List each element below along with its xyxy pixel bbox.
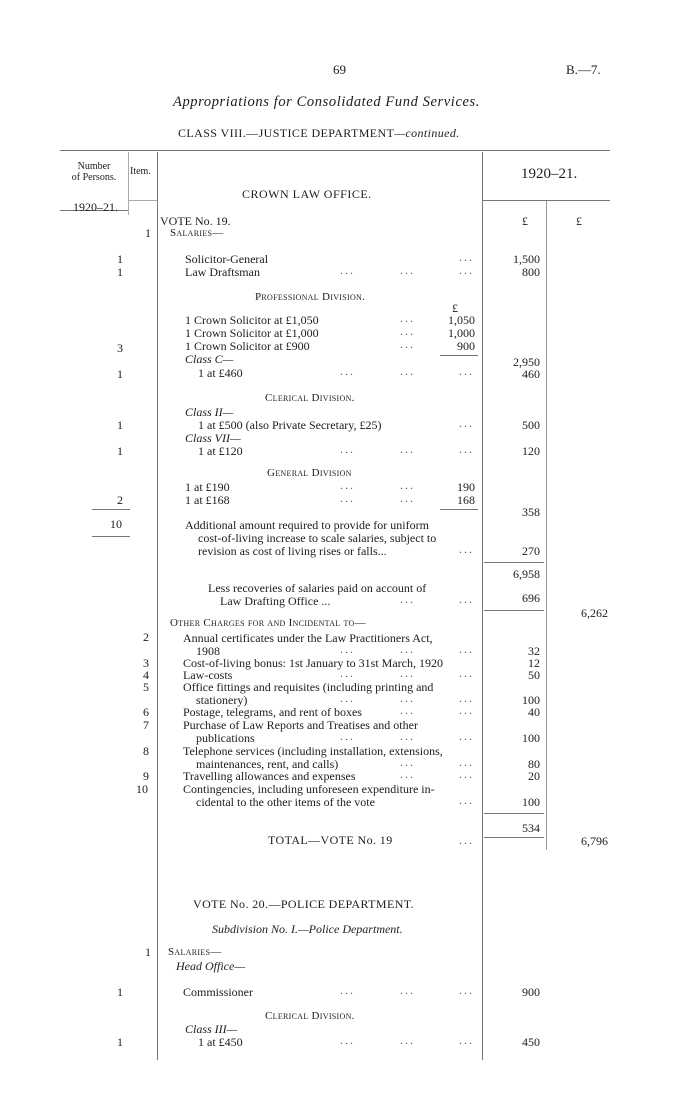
leader-dots: ... (459, 542, 474, 556)
leader-dots: ... (340, 442, 355, 456)
total-amount: 6,262 (581, 606, 608, 620)
line-label: 1 at £500 (also Private Secretary, £25) (198, 418, 382, 432)
document-reference: B.—7. (566, 62, 601, 77)
head-office-label: Head Office— (176, 959, 245, 973)
leader-dots: ... (400, 767, 415, 781)
pound-sign-1: £ (522, 214, 528, 228)
amount: 100 (522, 693, 540, 707)
leader-dots: ... (340, 691, 355, 705)
pound-sign-sub: £ (452, 301, 458, 315)
charge-label: Annual certificates under the Law Practitioners Act, (183, 631, 433, 645)
leader-dots: ... (459, 767, 474, 781)
total-vote-19-label: TOTAL—VOTE No. 19 (268, 833, 393, 847)
item-number: 2 (143, 630, 149, 644)
class-label: Class II— (185, 405, 234, 419)
persons-count: 1 (117, 1035, 123, 1049)
line-label: 1 Crown Solicitor at £900 (185, 339, 310, 353)
persons-total-rule (92, 536, 130, 537)
leader-dots: ... (459, 442, 474, 456)
leader-dots: ... (400, 491, 415, 505)
line-label: Law Draftsman (185, 265, 260, 279)
item-number: 10 (136, 782, 148, 796)
amount: 20 (528, 769, 540, 783)
other-charges-heading: Other Charges for and Incidental to— (170, 617, 366, 629)
amount: 6,958 (513, 567, 540, 581)
item-header-rule (128, 200, 157, 201)
leader-dots: ... (400, 703, 415, 717)
amount: 12 (528, 656, 540, 670)
item-number: 5 (143, 680, 149, 694)
sub-amount: 168 (457, 493, 475, 507)
additional-amount-line3: revision as cost of living rises or falls... (198, 544, 387, 558)
amount: 358 (522, 505, 540, 519)
class-heading-continued: —continued. (394, 126, 460, 140)
leader-dots: ... (340, 642, 355, 656)
leader-dots: ... (400, 263, 415, 277)
pound-sign-2: £ (576, 214, 582, 228)
recoveries-rule (484, 610, 544, 611)
line-label: 1 Crown Solicitor at £1,050 (185, 313, 319, 327)
item-number: 9 (143, 769, 149, 783)
leader-dots: ... (340, 666, 355, 680)
number-header-line1: Number (77, 161, 111, 172)
leader-dots: ... (459, 703, 474, 717)
leader-dots: ... (400, 311, 415, 325)
persons-count: 2 (117, 493, 123, 507)
leader-dots: ... (400, 691, 415, 705)
class-label: Class III— (185, 1022, 238, 1036)
leader-dots: ... (340, 364, 355, 378)
leader-dots: ... (459, 755, 474, 769)
leader-dots: ... (400, 983, 415, 997)
leader-dots: ... (400, 337, 415, 351)
persons-total: 10 (110, 517, 122, 531)
item-number: 7 (143, 718, 149, 732)
leader-dots: ... (400, 478, 415, 492)
leader-dots: ... (400, 642, 415, 656)
subdivision-heading: Subdivision No. I.—Police Department. (212, 922, 403, 936)
line-label: Commissioner (183, 985, 254, 999)
leader-dots: ... (459, 250, 474, 264)
leader-dots: ... (340, 729, 355, 743)
class-heading-main: CLASS VIII.—JUSTICE DEPARTMENT (178, 126, 395, 140)
persons-count: 1 (117, 252, 123, 266)
amount: 50 (528, 668, 540, 682)
column-rule-persons (128, 152, 129, 215)
item-number: 6 (143, 705, 149, 719)
amount: 460 (522, 367, 540, 381)
charge-label: Purchase of Law Reports and Treatises and other (183, 718, 418, 732)
general-division-heading: General Division (267, 467, 352, 479)
clerical-division-heading: Clerical Division. (265, 392, 355, 404)
charge-label: Office fittings and requisites (including printing and (183, 680, 434, 694)
leader-dots: ... (459, 729, 474, 743)
leader-dots: ... (400, 592, 415, 606)
line-label: 1 at £120 (198, 444, 243, 458)
table-top-rule (60, 150, 610, 151)
leader-dots: ... (400, 324, 415, 338)
amount: 100 (522, 731, 540, 745)
leader-dots: ... (459, 666, 474, 680)
persons-count: 3 (117, 341, 123, 355)
additional-amount-line1: Additional amount required to provide for uniform (185, 518, 429, 532)
amount: 800 (522, 265, 540, 279)
leader-dots: ... (340, 1033, 355, 1047)
line-label: 1 Crown Solicitor at £1,000 (185, 326, 319, 340)
line-label: 1 at £190 (185, 480, 230, 494)
leader-dots: ... (459, 983, 474, 997)
sub-amount: 1,050 (448, 313, 475, 327)
leader-dots: ... (459, 691, 474, 705)
charge-label-cont: cidental to the other items of the vote (196, 795, 375, 809)
charge-label: Travelling allowances and expenses (183, 769, 356, 783)
leader-dots: ... (459, 642, 474, 656)
sub-amount: 190 (457, 480, 475, 494)
salaries-label: Salaries— (168, 946, 222, 958)
amount: 120 (522, 444, 540, 458)
leader-dots: ... (400, 755, 415, 769)
persons-subtotal-rule (92, 509, 130, 510)
charge-label-cont: maintenances, rent, and calls) (196, 757, 339, 771)
additional-amount-line2: cost-of-living increase to scale salaries, subject to (198, 531, 437, 545)
amount: 696 (522, 591, 540, 605)
leader-dots: ... (459, 1033, 474, 1047)
total-amount: 6,796 (581, 834, 608, 848)
line-label: Solicitor-General (185, 252, 269, 266)
charge-label: Cost-of-living bonus: 1st January to 31st March, 1920 (183, 656, 443, 670)
persons-count: 1 (117, 265, 123, 279)
subtotal-rule (440, 509, 478, 510)
line-label: 1 at £450 (198, 1035, 243, 1049)
leader-dots: ... (340, 478, 355, 492)
amount: 534 (522, 821, 540, 835)
amount: 40 (528, 705, 540, 719)
item-number: 1 (145, 945, 151, 959)
item-number: 1 (145, 226, 151, 240)
page-title: Appropriations for Consolidated Fund Services. (173, 94, 480, 110)
leader-dots: ... (459, 364, 474, 378)
less-recoveries-line2: Law Drafting Office ... (220, 594, 331, 608)
class-label: Class VII— (185, 431, 241, 445)
amount: 900 (522, 985, 540, 999)
leader-dots: ... (459, 793, 474, 807)
professional-division-heading: Professional Division. (255, 291, 366, 303)
leader-dots: ... (400, 729, 415, 743)
amount: 32 (528, 644, 540, 658)
other-charges-rule (484, 813, 544, 814)
charge-label: Telephone services (including installation, extensions, (183, 744, 443, 758)
amount: 2,950 (513, 355, 540, 369)
leader-dots: ... (459, 592, 474, 606)
less-recoveries-line1: Less recoveries of salaries paid on account of (208, 581, 427, 595)
number-header-line2: of Persons. (71, 172, 117, 183)
leader-dots: ... (340, 983, 355, 997)
charge-label-cont: 1908 (196, 644, 220, 658)
column-rule-item (157, 152, 158, 1060)
salaries-label: Salaries— (170, 227, 224, 239)
line-label: 1 at £460 (198, 366, 243, 380)
line-label: 1 at £168 (185, 493, 230, 507)
amount: 450 (522, 1035, 540, 1049)
leader-dots: ... (459, 263, 474, 277)
vote-20-heading: VOTE No. 20.—POLICE DEPARTMENT. (193, 897, 415, 911)
total-rule (484, 837, 544, 838)
leader-dots: ... (340, 263, 355, 277)
amount: 100 (522, 795, 540, 809)
charge-label-cont: stationery) (196, 693, 248, 707)
amount: 270 (522, 544, 540, 558)
item-number: 8 (143, 744, 149, 758)
crown-law-office-heading: CROWN LAW OFFICE. (242, 187, 372, 201)
persons-count: 1 (117, 418, 123, 432)
persons-count: 1 (117, 985, 123, 999)
clerical-division-heading: Clerical Division. (265, 1010, 355, 1022)
charge-label: Postage, telegrams, and rent of boxes (183, 705, 362, 719)
amount: 80 (528, 757, 540, 771)
sub-amount: 1,000 (448, 326, 475, 340)
class-heading (178, 127, 460, 139)
year-left-header: 1920–21. (73, 200, 118, 214)
leader-dots: ... (459, 416, 474, 430)
persons-count: 1 (117, 367, 123, 381)
charge-label-cont: publications (196, 731, 255, 745)
item-number: 4 (143, 668, 149, 682)
leader-dots: ... (400, 666, 415, 680)
class-label: Class C— (185, 352, 234, 366)
leader-dots: ... (400, 1033, 415, 1047)
column-rule-amount (482, 152, 483, 1060)
amount: 1,500 (513, 252, 540, 266)
year-header-rule (482, 200, 610, 201)
charge-label: Law-costs (183, 668, 233, 682)
leader-dots: ... (400, 364, 415, 378)
page-number: 69 (333, 62, 346, 77)
amount: 500 (522, 418, 540, 432)
year-header: 1920–21. (521, 166, 578, 182)
subtotal-rule (440, 355, 478, 356)
charge-label: Contingencies, including unforeseen expenditure in- (183, 782, 435, 796)
vote-19-heading: VOTE No. 19. (160, 214, 231, 228)
sub-amount: 900 (457, 339, 475, 353)
item-header: Item. (130, 166, 151, 177)
item-number: 3 (143, 656, 149, 670)
leader-dots: ... (459, 833, 474, 847)
leader-dots: ... (400, 442, 415, 456)
salaries-subtotal-rule (484, 562, 544, 563)
leader-dots: ... (340, 491, 355, 505)
column-rule-total (546, 200, 547, 850)
persons-count: 1 (117, 444, 123, 458)
